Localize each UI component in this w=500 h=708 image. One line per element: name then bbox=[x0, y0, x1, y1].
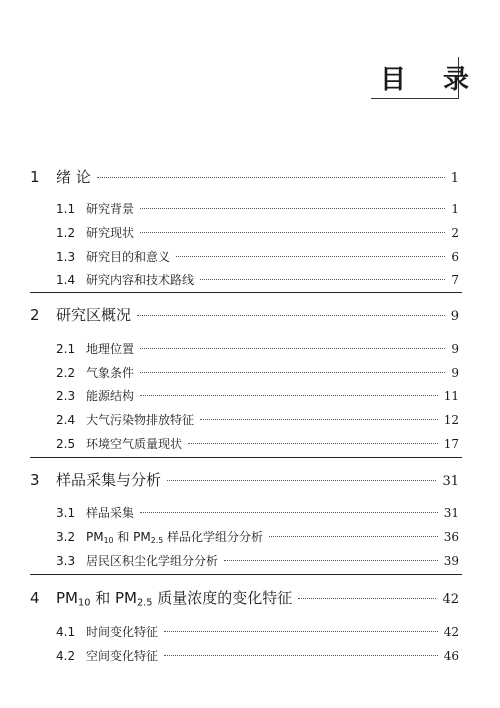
section-number: 3.2 bbox=[56, 530, 76, 544]
section-title: 地理位置 bbox=[86, 342, 135, 356]
chapter-number: 3 bbox=[30, 471, 40, 489]
section-title: 气象条件 bbox=[86, 366, 135, 380]
toc-chapter-2[interactable] bbox=[30, 304, 459, 325]
page-number: 31 bbox=[443, 506, 459, 520]
chapter-title bbox=[56, 587, 292, 608]
section-number: 1.4 bbox=[56, 273, 76, 287]
page-number: 6 bbox=[451, 250, 459, 264]
subscript: 2.5 bbox=[150, 535, 164, 545]
dot-leader bbox=[298, 598, 436, 599]
dot-leader bbox=[200, 279, 445, 280]
chapter-number: 2 bbox=[30, 306, 40, 324]
chapter-title: 研究区概况 bbox=[56, 306, 132, 324]
page-number: 17 bbox=[443, 437, 459, 451]
page-number: 42 bbox=[443, 625, 459, 639]
section-number: 4.1 bbox=[56, 625, 76, 639]
chapter-title: 样品采集与分析 bbox=[56, 471, 162, 489]
chapter-number: 1 bbox=[30, 168, 40, 186]
toc-section-1-1[interactable] bbox=[56, 200, 459, 217]
dot-leader bbox=[140, 232, 445, 233]
dot-leader bbox=[140, 512, 438, 513]
subscript: 2.5 bbox=[136, 597, 153, 609]
page-number: 42 bbox=[442, 592, 459, 607]
dot-leader bbox=[140, 372, 445, 373]
page-number: 36 bbox=[443, 530, 459, 544]
page-number: 1 bbox=[450, 171, 459, 186]
toc-section-2-3[interactable] bbox=[56, 387, 459, 404]
dot-leader bbox=[97, 177, 445, 178]
dot-leader bbox=[164, 655, 438, 656]
section-title: 空间变化特征 bbox=[86, 649, 159, 663]
page-number: 7 bbox=[451, 273, 459, 287]
dot-leader bbox=[140, 208, 445, 209]
section-number: 2.1 bbox=[56, 342, 76, 356]
title-part: PM bbox=[56, 589, 78, 607]
section-number: 3.1 bbox=[56, 506, 76, 520]
section-title: 居民区积尘化学组分分析 bbox=[86, 554, 219, 568]
dot-leader bbox=[188, 443, 438, 444]
toc-section-2-2[interactable] bbox=[56, 364, 459, 381]
section-number: 2.2 bbox=[56, 366, 76, 380]
page-number: 46 bbox=[443, 649, 459, 663]
toc-section-2-4[interactable] bbox=[56, 411, 459, 428]
page-number: 9 bbox=[450, 309, 459, 324]
separator-line bbox=[30, 574, 462, 575]
page-title: 目 录 bbox=[380, 65, 484, 95]
section-number: 2.4 bbox=[56, 413, 76, 427]
dot-leader bbox=[167, 480, 436, 481]
page-number: 2 bbox=[451, 226, 459, 240]
page-number: 39 bbox=[443, 554, 459, 568]
section-number: 3.3 bbox=[56, 554, 76, 568]
page-number: 1 bbox=[451, 202, 459, 216]
dot-leader bbox=[176, 256, 445, 257]
section-title: 环境空气质量现状 bbox=[86, 437, 183, 451]
toc-section-2-1[interactable] bbox=[56, 340, 459, 357]
section-title bbox=[86, 528, 263, 545]
dot-leader bbox=[164, 631, 438, 632]
title-part: 质量浓度的变化特征 bbox=[152, 589, 293, 607]
page-number: 9 bbox=[451, 366, 459, 380]
page-number: 31 bbox=[442, 474, 459, 489]
title-part: 样品化学组分分析 bbox=[163, 530, 263, 544]
section-title: 研究现状 bbox=[86, 226, 135, 240]
toc-section-1-2[interactable] bbox=[56, 224, 459, 241]
section-title: 样品采集 bbox=[86, 506, 135, 520]
section-title: 研究背景 bbox=[86, 202, 135, 216]
toc-section-4-2[interactable] bbox=[56, 647, 459, 664]
dot-leader bbox=[140, 395, 438, 396]
section-number: 2.5 bbox=[56, 437, 76, 451]
dot-leader bbox=[200, 419, 438, 420]
section-title: 研究目的和意义 bbox=[86, 250, 171, 264]
section-title: 时间变化特征 bbox=[86, 625, 159, 639]
dot-leader bbox=[224, 560, 438, 561]
title-part: PM bbox=[86, 530, 104, 544]
toc-section-4-1[interactable] bbox=[56, 623, 459, 640]
section-number: 1.3 bbox=[56, 250, 76, 264]
section-title: 大气污染物排放特征 bbox=[86, 413, 195, 427]
toc-chapter-4[interactable] bbox=[30, 587, 459, 608]
section-number: 2.3 bbox=[56, 389, 76, 403]
title-part: 和 PM bbox=[113, 530, 151, 544]
toc-section-3-3[interactable] bbox=[56, 552, 459, 569]
dot-leader bbox=[140, 348, 445, 349]
toc-chapter-3[interactable] bbox=[30, 469, 459, 490]
separator-line bbox=[30, 292, 462, 293]
chapter-number: 4 bbox=[30, 589, 40, 607]
toc-section-2-5[interactable] bbox=[56, 435, 459, 452]
page-number: 9 bbox=[451, 342, 459, 356]
section-title: 能源结构 bbox=[86, 389, 135, 403]
section-title: 研究内容和技术路线 bbox=[86, 273, 195, 287]
subscript: 10 bbox=[103, 535, 114, 545]
separator-line bbox=[30, 457, 462, 458]
toc-section-1-4[interactable] bbox=[56, 271, 459, 288]
toc-chapter-1[interactable] bbox=[30, 166, 459, 187]
title-part: 和 PM bbox=[90, 589, 137, 607]
toc-section-1-3[interactable] bbox=[56, 248, 459, 265]
chapter-title: 绪 论 bbox=[56, 168, 91, 186]
dot-leader bbox=[137, 315, 445, 316]
section-number: 1.2 bbox=[56, 226, 76, 240]
toc-section-3-2[interactable] bbox=[56, 528, 459, 545]
section-number: 1.1 bbox=[56, 202, 76, 216]
page-number: 12 bbox=[443, 413, 459, 427]
toc-section-3-1[interactable] bbox=[56, 504, 459, 521]
page-number: 11 bbox=[443, 389, 459, 403]
section-number: 4.2 bbox=[56, 649, 76, 663]
dot-leader bbox=[269, 536, 438, 537]
subscript: 10 bbox=[78, 597, 91, 609]
